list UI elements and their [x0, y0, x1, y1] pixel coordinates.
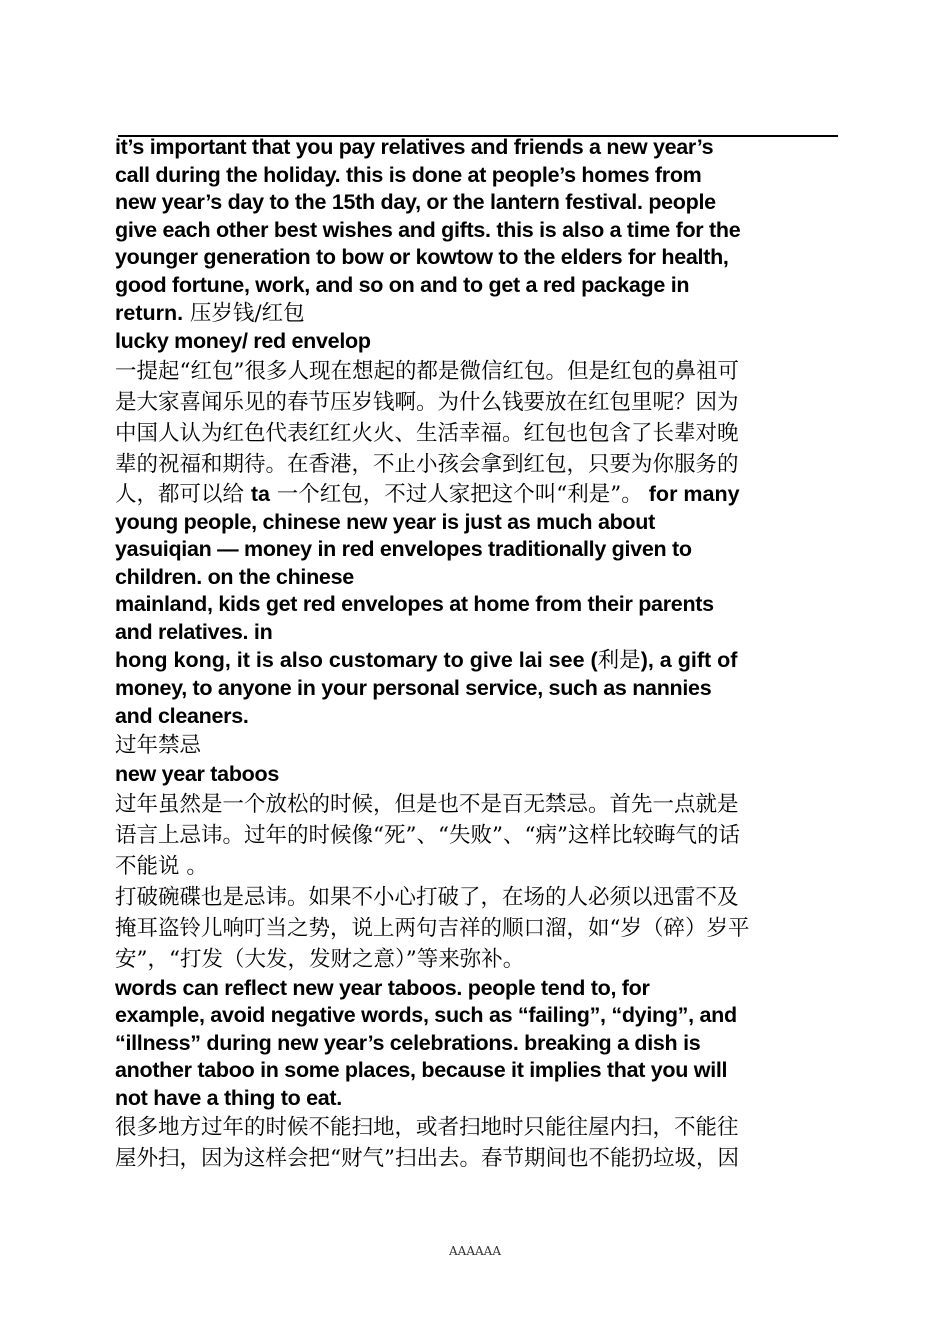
hk-en-b: ), a gift of: [640, 648, 738, 672]
intro-line: give each other best wishes and gifts. this is also a time for the: [115, 217, 741, 242]
red-en-line: children. on the chinese: [115, 564, 354, 589]
sweep-cn-line: 屋外扫，因为这样会把“财气”扫出去。春节期间也不能扔垃圾，因: [115, 1146, 739, 1171]
page-footer: AAAAAA: [449, 1244, 501, 1258]
taboo-en-line: example, avoid negative words, such as “failing”, “dying”, and: [115, 1003, 737, 1027]
red-mixed-cn-a: 人，都可以给: [115, 481, 251, 507]
heading-taboo-en: new year taboos: [115, 762, 279, 786]
intro-line: call during the holiday. this is done at people’s homes from: [115, 162, 702, 187]
taboo-en-line: not have a thing to eat.: [115, 1085, 342, 1110]
hk-line: [115, 646, 837, 675]
red-cn-line: 一提起“红包”很多人现在想起的都是微信红包。但是红包的鼻祖可: [115, 358, 739, 384]
red-mixed-en-b: for many: [642, 481, 740, 506]
taboo-cn-line: 打破碗碟也是忌讳。如果不小心打破了，在场的人必须以迅雷不及: [115, 884, 739, 910]
document-body: [115, 134, 837, 1174]
red-en-line: mainland, kids get red envelopes at home from their parents: [115, 592, 714, 616]
intro-line: it’s important that you pay relatives and friends a new year’s: [115, 135, 714, 159]
red-cn-line: 是大家喜闻乐见的春节压岁钱啊。为什么钱要放在红包里呢？因为: [115, 389, 739, 415]
intro-last-word: return.: [115, 301, 184, 325]
intro-line: new year’s day to the 15th day, or the lantern festival. people: [115, 190, 716, 214]
intro-line: good fortune, work, and so on and to get a red package in: [115, 272, 690, 297]
taboo-en-line: words can reflect new year taboos. people tend to, for: [115, 975, 650, 1000]
heading-taboo-cn: 过年禁忌: [115, 733, 202, 758]
taboo-en-line: “illness” during new year’s celebrations. breaking a dish is: [115, 1030, 701, 1055]
taboo-cn-line: 语言上忌讳。过年的时候像“死”、“失败”、“病”这样比较晦气的话: [115, 822, 740, 848]
heading-red-envelope-en: lucky money/ red envelop: [115, 329, 371, 353]
red-en-line: yasuiqian — money in red envelopes traditionally given to: [115, 537, 692, 561]
intro-last-line: [115, 299, 837, 328]
hk-en-line: and cleaners.: [115, 703, 249, 728]
heading-red-envelope-cn: 压岁钱/红包: [183, 301, 305, 326]
red-cn-line: 辈的祝福和期待。在香港，不止小孩会拿到红包，只要为你服务的: [115, 451, 739, 477]
red-mixed-cn-b: 一个红包，不过人家把这个叫“利是”。: [269, 481, 643, 507]
hk-en-a: hong kong, it is also customary to give lai see (: [115, 648, 598, 672]
taboo-cn-line: 不能说 。: [115, 853, 208, 879]
sweep-cn-line: 很多地方过年的时候不能扫地，或者扫地时只能往屋内扫，不能往: [115, 1115, 739, 1140]
red-cn-line: 中国人认为红色代表红红火火、生活幸福。红包也包含了长辈对晚: [115, 420, 739, 446]
hk-en-line: money, to anyone in your personal service, such as nannies: [115, 676, 712, 700]
red-mixed-en-a: ta: [250, 481, 270, 506]
hk-cn: 利是: [597, 648, 641, 673]
taboo-en-line: another taboo in some places, because it implies that you will: [115, 1058, 728, 1082]
taboo-cn-line: 过年虽然是一个放松的时候，但是也不是百无禁忌。首先一点就是: [115, 791, 739, 817]
taboo-cn-line: 安”，“打发（大发，发财之意）”等来弥补。: [115, 946, 525, 972]
red-en-line: and relatives. in: [115, 619, 273, 644]
red-mixed-line: [115, 480, 837, 509]
intro-line: younger generation to bow or kowtow to the elders for health,: [115, 245, 729, 269]
red-en-line: young people, chinese new year is just as much about: [115, 509, 655, 534]
taboo-cn-line: 掩耳盗铃儿响叮当之势，说上两句吉祥的顺口溜，如“岁（碎）岁平: [115, 915, 750, 941]
